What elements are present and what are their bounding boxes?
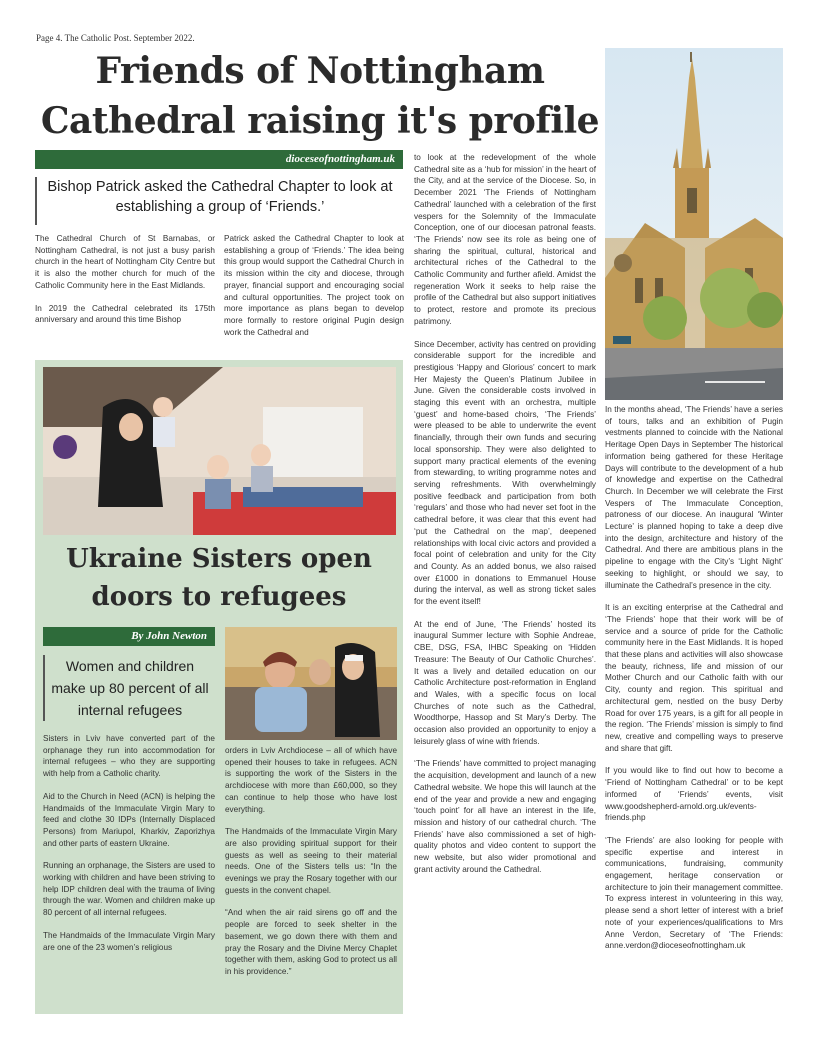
page-folio: Page 4. The Catholic Post. September 2022. bbox=[36, 33, 195, 43]
headline-line-1: Friends of Nottingham bbox=[95, 50, 545, 92]
column-4 bbox=[605, 404, 783, 963]
headline-line-2: Cathedral raising it's profile bbox=[40, 100, 600, 142]
paragraph: Since December, activity has centred on providing considerable support for the incredible and prestigious ‘Happy and Glorious’ concert to mark Her Majesty the Queen’s Platinum Jubilee in June. Given the considerable costs involved in staging this event with an orchestra, multiple ‘guest’ and home-based choirs, ‘The Friends’ were pleased to be able to underwrite the event financially, through their own funds and securing local sponsorship. They were also delighted to support many practical elements of the evening from stewarding, to writing programme notes and serving refreshments. With overwhelmingly positive feedback and participation from both ‘regulars’ and those who had never set foot in the cathedral before, it was clear that this event had ‘put the Cathedral on the map’, deepened relationships with local civic actors and provided a focal point of celebration and unity for the City and County. As an added bonus, we also raised over £1000 in donations to Emmanuel House during the interval, as well as strong ticket sales for the event itself! bbox=[414, 339, 596, 607]
paragraph: ‘The Friends’ have committed to project managing the acquisition, development and launch of a new Cathedral website. We hope this will launch at the end of the year and provide a new and engaging ‘touch point’ for all have an interest in the life, mission and history of our cathedral church. ‘The Friends’ have also commissioned a set of high-quality photos and video content to support the new website, but also wider promotional and grant activity around the Cathedral. bbox=[414, 759, 596, 874]
paragraph: orders in Lviv Archdiocese – all of which have opened their houses to take in refugees. ACN is supporting the work of the Sisters in the archdiocese with more than £60,000, so they can continue to help those who have lost everything. bbox=[225, 746, 397, 814]
cathedral-photo bbox=[605, 48, 783, 400]
paragraph: Running an orphanage, the Sisters are used to working with children and have been striving to help IDP children deal with the trauma of living through the war. Women and children make up 80 percent of all internal refugees. bbox=[43, 861, 215, 918]
ukraine-column-a bbox=[43, 733, 215, 964]
headline bbox=[30, 46, 610, 146]
byline-bar-ukraine: By John Newton bbox=[43, 627, 215, 646]
paragraph: In the months ahead, ‘The Friends’ have a series of tours, talks and an exhibition of Pugin vestments planned to coincide with the National Heritage Open Days in September The historical information being gathered for these Heritage Days will contribute to the development of a hub of knowledge and expertise on the Cathedral Church. In December we will celebrate the First Vespers of The Immaculate Conception, patroness of our diocese. An inaugural ‘Winter Lecture’ is planned hoping to take a deep dive into the design, architecture and history of the Cathedral. And there are ambitious plans in the pipeline to engage with the City’s ‘Light Night’ seeking to highlight, or should we say, to illuminate the Cathedral’s presence in the city. bbox=[605, 405, 783, 590]
paragraph: Aid to the Church in Need (ACN) is helping the Handmaids of the Immaculate Virgin Mary to feed and clothe 30 IDPs (Internally Displaced Persons) from Mariupol, Kharkiv, Zaporizhya and other parts of eastern Ukraine. bbox=[43, 791, 215, 848]
pullquote-ukraine: Women and children make up 80 percent of all internal refugees bbox=[43, 655, 215, 721]
paragraph: The Handmaids of the Immaculate Virgin Mary are also providing spiritual support for their guests as well as seeing to their material needs. One of the Sisters tells us: “In the evenings we pray the Rosary together with our guests in the convent chapel. bbox=[225, 827, 397, 895]
paragraph: At the end of June, ‘The Friends’ hosted its inaugural Summer lecture with Sophie Andreae, CBE, DSG, FSA, IHBC Speaking on ‘Hidden Treasure: The Beauty of Our Catholic Churches’. It was a lively and detailed education on our Catholic Architecture post-reformation in England and Wales, with a specific focus on local Churches of note such as the Cathedral, Woodthorpe, Hassop and St Mary’s Derby. The occasion also provided an opportunity to enjoy a leisurely glass of wine with friends. bbox=[414, 619, 596, 746]
column-1 bbox=[35, 233, 215, 337]
pullquote-top: Bishop Patrick asked the Cathedral Chapter to look at establishing a group of ‘Friends.’ bbox=[35, 177, 403, 225]
byline-bar-top: dioceseofnottingham.uk bbox=[35, 150, 403, 169]
paragraph: If you would like to find out how to become a ‘Friend of Nottingham Cathedral’ or to be kept informed of ‘Friends’ events, visit www.goodshepherd-arnold.org.uk/events-friends.php bbox=[605, 766, 783, 823]
column-2 bbox=[224, 233, 404, 349]
ukraine-headline bbox=[35, 540, 403, 616]
column-3 bbox=[414, 152, 596, 886]
paragraph: The Cathedral Church of St Barnabas, or Nottingham Cathedral, is not just a busy parish church in the heart of Nottingham City Centre but it is also the mother church for much of the Catholic Community here in the East Midlands. bbox=[35, 234, 215, 290]
paragraph: Sisters in Lviv have converted part of the orphanage they run into accommodation for internal refugees – who they are supporting with help from a Catholic charity. bbox=[43, 734, 215, 779]
nun-with-children-photo bbox=[43, 367, 396, 535]
ukraine-headline-line-1: Ukraine Sisters open bbox=[66, 544, 372, 574]
ukraine-column-b bbox=[225, 745, 397, 989]
paragraph: ‘The Friends’ are also looking for people with specific expertise and interest in communications, fundraising, community engagement, heritage conservation or architecture to join their management committee. To express interest in volunteering in this way, please send a short letter of interest with a brief note of your experiences/qualifications to Mrs Anne Verdon, Secretary of ‘The Friends: anne.verdon@dioceseofnottingham.uk bbox=[605, 835, 783, 951]
paragraph: Patrick asked the Cathedral Chapter to look at establishing a group of ‘Friends.’ The idea being this group would support the Cathedral Church in its mission within the city and diocese, through prayer, financial support and encouraging social and cultural opportunities. The project took on more importance as plans began to develop more formally to restore original Pugin design work the Cathedral and bbox=[224, 234, 404, 337]
paragraph: In 2019 the Cathedral celebrated its 175th anniversary and around this time Bishop bbox=[35, 303, 215, 325]
refugee-women-photo bbox=[225, 627, 397, 740]
paragraph: The Handmaids of the Immaculate Virgin Mary are one of the 23 women’s religious bbox=[43, 930, 215, 952]
ukraine-headline-line-2: doors to refugees bbox=[91, 582, 347, 612]
paragraph: It is an exciting enterprise at the Cathedral and ‘The Friends’ hope that their work will be of service and a source of pride for the Catholic community here in the East Midlands. It is hoped that these plans and activities will also showcase the beauty, richness, life and mission of our Mother Church and our Catholic faith with our City, county and region. This spiritual and architectural gem, nestled on the busy Derby Road for over 175 years, is a gift for all people in the region. ‘The Friends’ mission is simply to find new, creative and compelling ways to preserve and share that gift. bbox=[605, 603, 783, 753]
paragraph: “And when the air raid sirens go off and the people are forced to seek shelter in the basement, we go down there with them and pray the Rosary and the Divine Mercy Chaplet together with them, asking God to protect us all in his providence.” bbox=[225, 908, 397, 976]
paragraph: to look at the redevelopment of the whole Cathedral site as a ‘hub for mission’ in the heart of the City, and at the service of the Diocese. So, in December 2021 ‘The Friends of Nottingham Cathedral’ launched with a celebration of the first vespers for the Solemnity of the Immaculate Conception, one of our diocesan patronal feasts. ‘The Friends’ now see its role as being one of sharing the spiritual, cultural, historical and architectural riches of the Cathedral to the Catholic Community and further afield. Amidst the regeneration Work it seeks to help raise the profile of the Cathedral but also support initiatives to protect, restore and promote its precious patrimony. bbox=[414, 153, 596, 326]
